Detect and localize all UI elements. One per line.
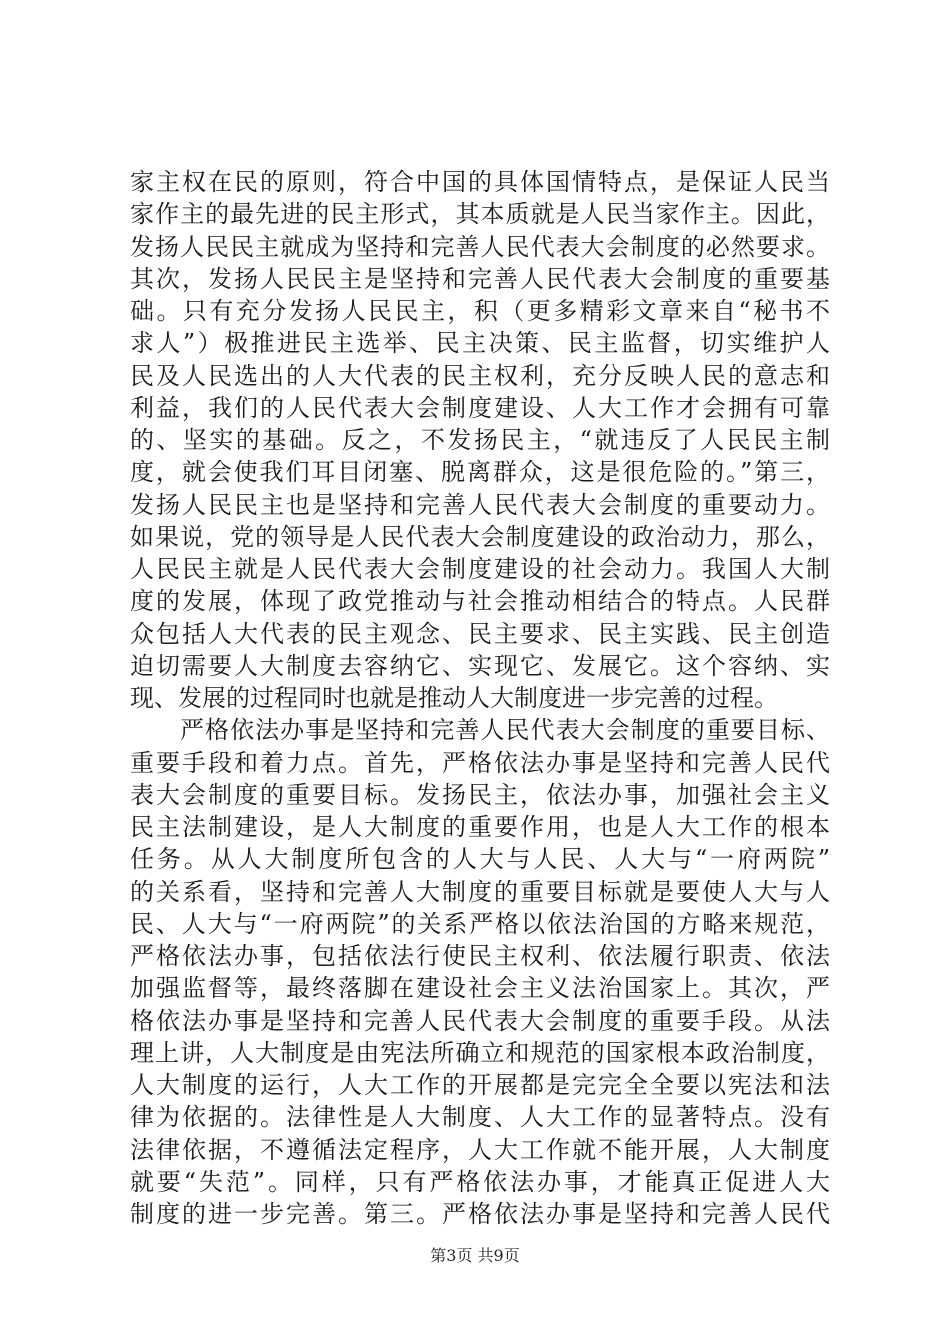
text-line: 重要手段和着力点。首先，严格依法办事是坚持和完善人民代 [130, 748, 830, 777]
text-line: 发扬人民民主就成为坚持和完善人民代表大会制度的必然要求。 [130, 232, 830, 261]
text-line: 民、人大与“一府两院”的关系严格以依法治国的方略来规范， [130, 909, 830, 938]
text-line: 人民民主就是人民代表大会制度建设的社会动力。我国人大制 [130, 555, 830, 583]
text-line: 就要“失范”。同样，只有严格依法办事，才能真正促进人大 [130, 1167, 830, 1196]
text-line: 格依法办事是坚持和完善人民代表大会制度的重要手段。从法 [130, 1006, 830, 1035]
page-number: 第3页 共9页 [430, 1246, 520, 1265]
text-line: 任务。从人大制度所包含的人大与人民、人大与“一府两院” [130, 845, 830, 874]
text-line: 家主权在民的原则，符合中国的具体国情特点，是保证人民当 [130, 168, 830, 196]
text-line: 现、发展的过程同时也就是推动人大制度进一步完善的过程。 [130, 684, 778, 712]
text-line: 律为依据的。法律性是人大制度、人大工作的显著特点。没有 [130, 1103, 830, 1132]
text-line: 的关系看，坚持和完善人大制度的重要目标就是要使人大与人 [130, 877, 830, 906]
text-line: 制度的进一步完善。第三。严格依法办事是坚持和完善人民代 [130, 1200, 830, 1228]
text-line: 利益，我们的人民代表大会制度建设、人大工作才会拥有可靠 [130, 393, 830, 422]
text-line: 其次，发扬人民民主是坚持和完善人民代表大会制度的重要基 [130, 264, 830, 293]
text-line: 础。只有充分发扬人民民主，积（更多精彩文章来自“秘书不 [130, 297, 830, 325]
text-line: 表大会制度的重要目标。发扬民主，依法办事，加强社会主义 [130, 780, 830, 809]
text-line: 法律依据，不遵循法定程序，人大工作就不能开展，人大制度 [130, 1135, 830, 1164]
text-line: 求人”）极推进民主选举、民主决策、民主监督，切实维护人 [130, 329, 830, 358]
text-line: 度，就会使我们耳目闭塞、脱离群众，这是很危险的。”第三， [130, 458, 830, 487]
text-line: 众包括人大代表的民主观念、民主要求、民主实践、民主创造 [130, 619, 830, 648]
text-line: 理上讲，人大制度是由宪法所确立和规范的国家根本政治制度， [130, 1038, 830, 1067]
text-line: 民及人民选出的人大代表的民主权利，充分反映人民的意志和 [130, 361, 830, 390]
text-line: 度的发展，体现了政党推动与社会推动相结合的特点。人民群 [130, 587, 830, 616]
body-text [130, 166, 830, 1230]
text-line: 如果说，党的领导是人民代表大会制度建设的政治动力，那么， [130, 522, 830, 551]
text-line: 迫切需要人大制度去容纳它、实现它、发展它。这个容纳、实 [130, 651, 830, 680]
text-line: 严格依法办事，包括依法行使民主权利、依法履行职责、依法 [130, 942, 830, 970]
page-footer [0, 1246, 950, 1266]
text-line: 发扬人民民主也是坚持和完善人民代表大会制度的重要动力。 [130, 490, 830, 519]
text-line: 严格依法办事是坚持和完善人民代表大会制度的重要目标、 [180, 716, 830, 745]
text-line: 人大制度的运行，人大工作的开展都是完完全全要以宪法和法 [130, 1071, 830, 1099]
text-line: 家作主的最先进的民主形式，其本质就是人民当家作主。因此， [130, 200, 830, 229]
text-line: 民主法制建设，是人大制度的重要作用，也是人大工作的根本 [130, 813, 830, 841]
text-line: 的、坚实的基础。反之，不发扬民主，“就违反了人民民主制 [130, 426, 830, 454]
text-line: 加强监督等，最终落脚在建设社会主义法治国家上。其次，严 [130, 974, 830, 1003]
